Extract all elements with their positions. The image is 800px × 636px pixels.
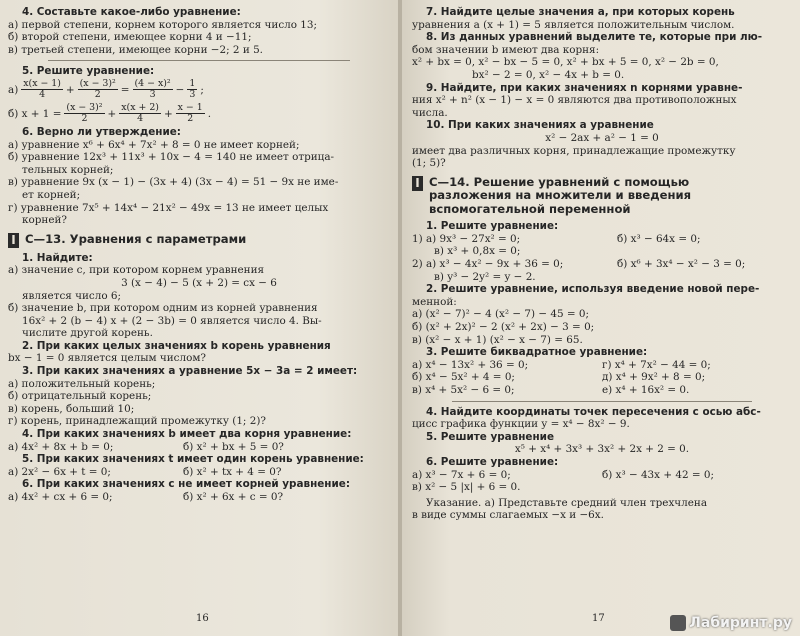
page-number-left: 16 xyxy=(196,613,209,624)
operator: + xyxy=(107,107,117,120)
c13-exercise-6-title: 6. При каких значениях c не имеет корней уравнение: xyxy=(22,478,350,491)
fraction xyxy=(64,103,104,125)
c13-exercise-6-a: а) 4x² + cx + 6 = 0; xyxy=(8,491,113,503)
c14-exercise-1-1b: б) x³ − 64x = 0; xyxy=(617,232,701,245)
c14-exercise-3-d: д) x⁴ + 9x² + 8 = 0; xyxy=(602,371,706,384)
exercise-6-b: б) уравнение 12x³ + 11x³ + 10x − 4 = 140 не имеет отрица- xyxy=(8,151,335,164)
c14-exercise-6-b: б) x³ − 43x + 42 = 0; xyxy=(602,468,714,481)
exercise-8: 8. Из данных уравнений выделите те, которые при лю- xyxy=(426,31,763,44)
c14-exercise-2-b: б) (x² + 2x)² − 2 (x² + 2x) − 3 = 0; xyxy=(412,320,595,333)
separator-rule xyxy=(48,60,350,61)
exercise-9-cont2: числа. xyxy=(412,106,448,119)
c13-exercise-4-title: 4. При каких значениях b имеет два корня уравнение: xyxy=(22,428,352,441)
exercise-5-a-equation xyxy=(8,78,390,102)
c13-exercise-1-b-cont2: числите другой корень. xyxy=(22,327,153,340)
c13-exercise-3-c: в) корень, больший 10; xyxy=(8,402,135,415)
c14-exercise-3-a: а) x⁴ − 13x² + 36 = 0; xyxy=(412,358,529,371)
c13-exercise-3-title: 3. При каких значениях a уравнение 5x − 3a = 2 имеет: xyxy=(22,365,358,378)
section-title: С—13. Уравнения с параметрами xyxy=(25,231,247,246)
c13-exercise-1-b: б) значение b, при котором одним из корней уравнения xyxy=(8,302,318,315)
hint-cont: в виде суммы слагаемых −x и −6x. xyxy=(412,509,604,522)
exercise-8-equations-cont: bx² − 2 = 0, x² − 4x + b = 0. xyxy=(472,68,625,81)
exercise-6-b-cont: тельных корней; xyxy=(22,163,114,176)
c14-exercise-3-row-2 xyxy=(412,371,792,384)
c13-exercise-5-a: а) 2x² − 6x + t = 0; xyxy=(8,465,111,478)
exercise-10-equation: x² − 2ax + a² − 1 = 0 xyxy=(545,131,659,144)
section-heading-c13 xyxy=(8,233,390,248)
c14-exercise-1-row-2 xyxy=(412,258,792,271)
label: а) xyxy=(8,83,19,96)
exercise-4-c: в) третьей степени, имеющее корни −2; 2 и 5. xyxy=(8,43,263,56)
c14-exercise-6-title: 6. Решите уравнение: xyxy=(426,455,559,468)
c13-exercise-1-a: а) значение c, при котором корнем уравнения xyxy=(8,264,265,277)
c14-exercise-3-c: в) x⁴ + 5x² − 6 = 0; xyxy=(412,383,515,396)
watermark-text: Лабиринт.ру xyxy=(689,615,792,631)
c14-exercise-3-row-1 xyxy=(412,359,792,372)
c13-exercise-2-cont: bx − 1 = 0 является целым числом? xyxy=(8,352,207,365)
punctuation: ; xyxy=(200,83,204,96)
punctuation: . xyxy=(207,107,212,120)
c13-exercise-1-title: 1. Найдите: xyxy=(22,251,93,264)
c13-exercise-3-d: г) корень, принадлежащий промежутку (1; 2)? xyxy=(8,415,266,428)
exercise-10-cont2: (1; 5)? xyxy=(412,157,446,170)
operator: + xyxy=(163,107,173,120)
c14-exercise-5-equation: x⁵ + x⁴ + 3x³ + 3x² + 2x + 2 = 0. xyxy=(514,443,690,456)
exercise-9: 9. Найдите, при каких значениях n корнями уравне- xyxy=(426,81,743,94)
fraction xyxy=(133,79,173,101)
section-marker: I xyxy=(412,176,423,191)
exercise-6-d-cont: корней? xyxy=(22,214,67,227)
exercise-6-c: в) уравнение 9x (x − 1) − (3x + 4) (3x − 4) = 51 − 9x не име- xyxy=(8,176,339,189)
exercise-5-b-equation xyxy=(8,102,390,126)
right-page xyxy=(402,0,800,636)
exercise-7-cont: уравнения a (x + 1) = 5 является положительным числом. xyxy=(412,18,735,31)
denominator: 4 xyxy=(39,89,46,101)
exercise-7: 7. Найдите целые значения a, при которых корень xyxy=(426,6,735,18)
c13-exercise-2: 2. При каких целых значениях b корень уравнения xyxy=(22,339,331,352)
denominator: 4 xyxy=(137,113,144,125)
c14-exercise-1-1a: 1) а) 9x³ − 27x² = 0; xyxy=(412,232,521,245)
c13-exercise-6-b: б) x² + 6x + c = 0? xyxy=(183,491,284,503)
c14-exercise-6-row xyxy=(412,469,792,482)
numerator: 1 xyxy=(189,78,196,90)
c14-exercise-6-a: а) x³ − 7x + 6 = 0; xyxy=(412,468,511,481)
exercise-4-title: 4. Составьте какое-либо уравнение: xyxy=(22,6,241,18)
separator-rule xyxy=(452,401,752,402)
exercise-8-equations: x² + bx = 0, x² − bx − 5 = 0, x² + bx + 5 = 0, x² − 2b = 0, xyxy=(412,56,719,69)
c13-exercise-4-row xyxy=(8,441,390,454)
denominator: 2 xyxy=(187,113,194,125)
section-marker: I xyxy=(8,233,19,248)
c13-exercise-1-b-cont: 16x² + 2 (b − 4) x + (2 − 3b) = 0 является число 4. Вы- xyxy=(22,314,322,327)
fraction xyxy=(176,103,205,125)
denominator: 2 xyxy=(81,113,88,125)
exercise-10: 10. При каких значениях a уравнение xyxy=(426,119,654,132)
exercise-4-a: а) первой степени, корнем которого является число 13; xyxy=(8,18,318,31)
c13-exercise-3-b: б) отрицательный корень; xyxy=(8,390,152,403)
exercise-10-cont: имеет два различных корня, принадлежащие промежутку xyxy=(412,144,736,157)
exercise-4-b: б) второй степени, имеющее корни 4 и −11; xyxy=(8,31,252,44)
c14-exercise-2-c: в) (x² − x + 1) (x² − x − 7) = 65. xyxy=(412,333,583,346)
c13-exercise-6-row xyxy=(8,491,390,504)
fraction xyxy=(119,103,161,125)
exercise-6-title: 6. Верно ли утверждение: xyxy=(22,125,181,138)
exercise-8-cont: бом значении b имеют два корня: xyxy=(412,43,600,56)
label: б) x + 1 = xyxy=(8,107,62,120)
c13-exercise-5-title: 5. При каких значениях t имеет один корень уравнение: xyxy=(22,453,364,466)
numerator: x(x − 1) xyxy=(23,78,61,90)
operator: + xyxy=(65,83,75,96)
c14-exercise-3-row-3 xyxy=(412,384,792,397)
page-number-right: 17 xyxy=(592,613,605,624)
c14-exercise-1-2c: в) y³ − 2y² = y − 2. xyxy=(434,270,536,283)
denominator: 3 xyxy=(149,89,156,101)
c14-exercise-3-g: г) x⁴ + 7x² − 44 = 0; xyxy=(602,358,711,371)
exercise-9-cont: ния x² + n² (x − 1) − x = 0 являются два противоположных xyxy=(412,94,737,107)
c14-exercise-4-cont: цисс графика функции y = x⁴ − 8x² − 9. xyxy=(412,418,630,431)
denominator: 2 xyxy=(94,89,101,101)
c13-exercise-1-a-cont: является число 6; xyxy=(22,289,122,302)
c13-exercise-4-b: б) x² + bx + 5 = 0? xyxy=(183,440,284,453)
c14-exercise-6-c: в) x² − 5 |x| + 6 = 0. xyxy=(412,481,521,494)
c14-exercise-1-2a: 2) а) x³ − 4x² − 9x + 36 = 0; xyxy=(412,258,564,270)
left-page xyxy=(0,0,398,636)
section-heading-c14 xyxy=(412,176,792,217)
denominator: 3 xyxy=(189,89,196,101)
fraction xyxy=(187,79,197,101)
fraction xyxy=(21,79,63,101)
c14-exercise-3-title: 3. Решите биквадратное уравнение: xyxy=(426,346,648,359)
exercise-6-d: г) уравнение 7x⁵ + 14x⁴ − 21x² − 49x = 13 не имеет целых xyxy=(8,201,329,214)
c14-exercise-2: 2. Решите уравнение, используя введение новой пере- xyxy=(426,283,760,296)
c14-exercise-1-1c: в) x³ + 0,8x = 0; xyxy=(434,245,521,258)
c14-exercise-4: 4. Найдите координаты точек пересечения с осью абс- xyxy=(426,405,761,418)
c14-exercise-3-b: б) x⁴ − 5x² + 4 = 0; xyxy=(412,371,515,384)
c14-exercise-1-row-1 xyxy=(412,233,792,246)
section-title: С—14. Решение уравнений с помощью разложения на множители и введения вспомогательной переменной xyxy=(429,174,692,216)
c13-exercise-1-a-equation: 3 (x − 4) − 5 (x + 2) = cx − 6 xyxy=(121,276,277,289)
exercise-6-c-cont: ет корней; xyxy=(22,188,81,201)
c14-exercise-2-a: а) (x² − 7)² − 4 (x² − 7) − 45 = 0; xyxy=(412,308,590,321)
labirint-logo-icon xyxy=(670,615,686,631)
numerator: (4 − x)² xyxy=(134,78,171,90)
exercise-6-a: а) уравнение x⁶ + 6x⁴ + 7x² + 8 = 0 не имеет корней; xyxy=(8,138,300,151)
operator: − xyxy=(175,83,185,96)
c13-exercise-3-a: а) положительный корень; xyxy=(8,377,156,390)
hint: Указание. а) Представьте средний член трехчлена xyxy=(426,496,708,509)
c14-exercise-1-title: 1. Решите уравнение: xyxy=(426,220,559,233)
c14-exercise-5-title: 5. Решите уравнение xyxy=(426,430,554,443)
exercise-5-title: 5. Решите уравнение: xyxy=(22,65,155,78)
numerator: (x − 3)² xyxy=(79,78,116,90)
c14-exercise-1-2b: б) x⁶ + 3x⁴ − x² − 3 = 0; xyxy=(617,258,746,270)
c14-exercise-2-cont: менной: xyxy=(412,295,457,308)
watermark xyxy=(670,615,792,631)
c13-exercise-5-b: б) x² + tx + 4 = 0? xyxy=(183,465,282,478)
fraction xyxy=(78,79,118,101)
numerator: x(x + 2) xyxy=(121,102,159,114)
numerator: x − 1 xyxy=(177,102,203,114)
operator: = xyxy=(120,83,130,96)
numerator: (x − 3)² xyxy=(66,102,103,114)
c14-exercise-3-e: е) x⁴ + 16x² = 0. xyxy=(602,383,690,396)
c13-exercise-4-a: а) 4x² + 8x + b = 0; xyxy=(8,440,114,453)
c13-exercise-5-row xyxy=(8,466,390,479)
